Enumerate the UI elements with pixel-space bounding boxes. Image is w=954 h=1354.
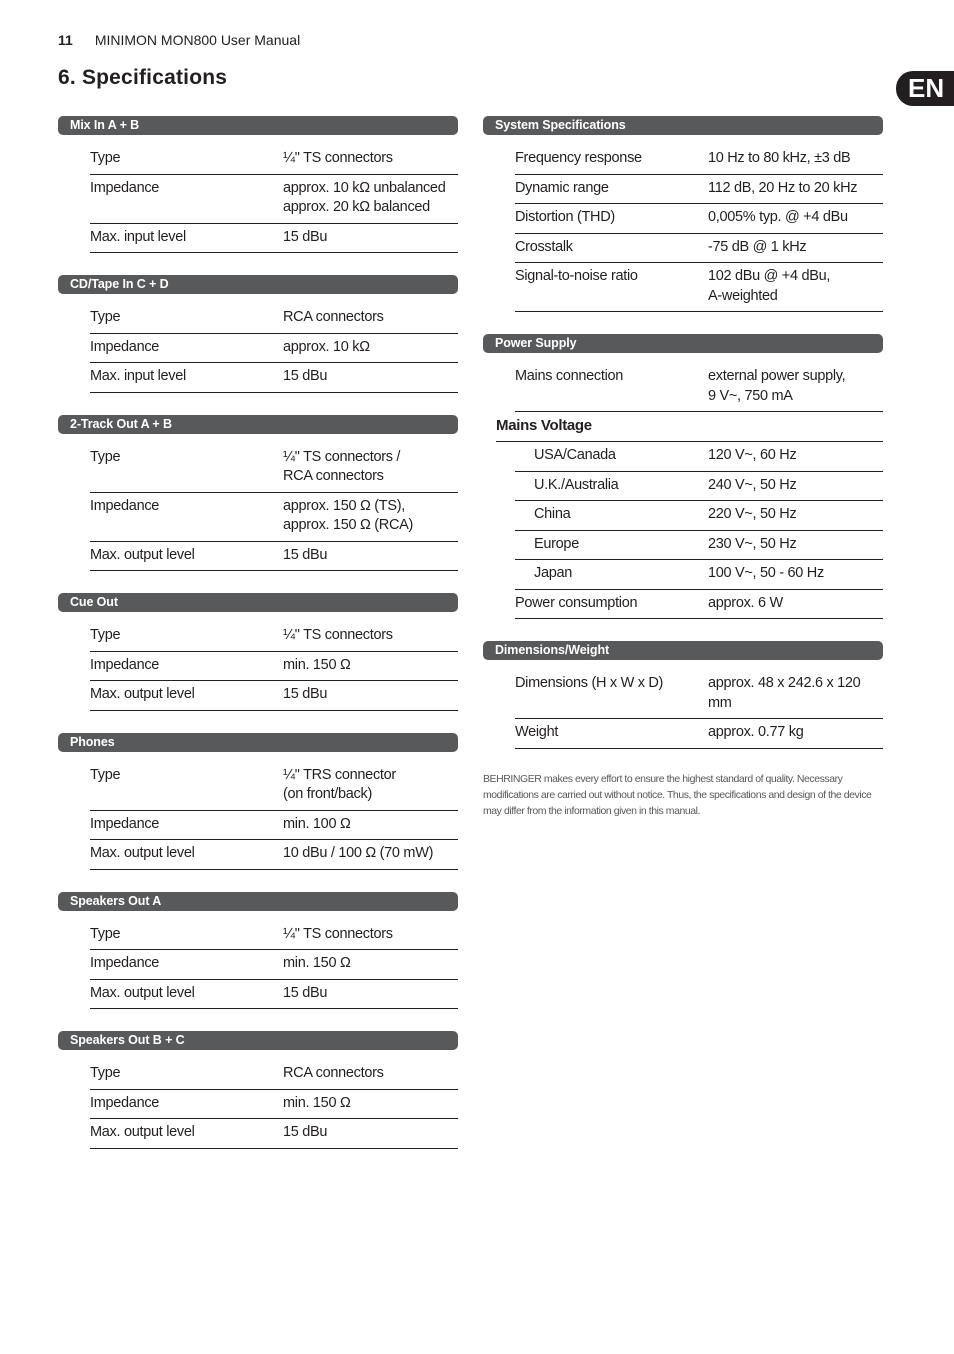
spec-row	[90, 363, 458, 393]
spec-value: 102 dBu @ +4 dBu, A-weighted	[708, 268, 831, 304]
spec-value: -75 dB @ 1 kHz	[708, 238, 807, 255]
spec-section-system	[483, 116, 883, 312]
language-tab: EN	[896, 71, 954, 106]
section-header: CD/Tape In C + D	[58, 275, 458, 294]
spec-section-cd-tape-in	[58, 275, 458, 393]
spec-value: approx. 10 kΩ	[283, 338, 370, 355]
spec-label: Type	[90, 150, 121, 166]
spec-value: 15 dBu	[283, 368, 328, 384]
spec-row	[515, 501, 883, 531]
spec-value: external power supply, 9 V~, 750 mA	[708, 368, 846, 404]
spec-value: 15 dBu	[283, 228, 328, 245]
spec-row	[515, 263, 883, 312]
page-number: 11	[58, 32, 73, 48]
spec-row	[90, 334, 458, 364]
spec-row	[90, 622, 458, 652]
spec-row	[90, 1090, 458, 1120]
spec-row	[515, 560, 883, 590]
spec-label: Impedance	[90, 656, 160, 673]
spec-row	[90, 542, 458, 572]
mains-voltage-heading: Mains Voltage	[496, 412, 883, 442]
spec-label: Impedance	[90, 179, 160, 196]
spec-row	[515, 145, 883, 175]
spec-value: min. 100 Ω	[283, 815, 351, 832]
spec-value: 0,005% typ. @ +4 dBu	[708, 209, 848, 225]
spec-row	[90, 921, 458, 951]
spec-row	[90, 681, 458, 711]
spec-row	[90, 762, 458, 811]
spec-label: Type	[90, 1065, 121, 1081]
section-header: Cue Out	[58, 593, 458, 612]
page-header	[58, 32, 300, 48]
spec-value: approx. 48 x 242.6 x 120 mm	[708, 675, 861, 711]
section-header: Phones	[58, 733, 458, 752]
spec-label: Mains connection	[515, 368, 624, 384]
spec-label: Type	[90, 627, 121, 643]
spec-value: 240 V~, 50 Hz	[708, 476, 797, 493]
spec-label: Max. output level	[90, 686, 195, 702]
right-column	[483, 116, 883, 819]
spec-label: Dynamic range	[515, 179, 609, 196]
spec-row	[515, 719, 883, 749]
section-header: Mix In A + B	[58, 116, 458, 135]
spec-value: approx. 6 W	[708, 594, 783, 611]
spec-value: min. 150 Ω	[283, 955, 351, 971]
spec-label: Impedance	[90, 955, 160, 971]
spec-value: 10 dBu / 100 Ω (70 mW)	[283, 845, 434, 861]
spec-label: Max. input level	[90, 228, 186, 245]
spec-label: Dimensions (H x W x D)	[515, 675, 664, 691]
spec-row	[515, 472, 883, 502]
spec-value: ¼" TS connectors	[283, 627, 393, 643]
manual-title: MINIMON MON800 User Manual	[94, 32, 301, 48]
section-header: System Specifications	[483, 116, 883, 135]
spec-value: approx. 150 Ω (TS), approx. 150 Ω (RCA)	[283, 497, 414, 533]
spec-row	[90, 811, 458, 841]
section-header: Speakers Out A	[58, 892, 458, 911]
spec-label: Max. input level	[90, 368, 186, 384]
spec-value: 15 dBu	[283, 984, 328, 1001]
spec-label: U.K./Australia	[534, 476, 619, 493]
spec-label: Crosstalk	[515, 238, 573, 255]
spec-section-dimensions-weight	[483, 641, 883, 749]
spec-value: 15 dBu	[283, 686, 328, 702]
spec-value: 15 dBu	[283, 1124, 328, 1140]
spec-row	[90, 950, 458, 980]
spec-value: 220 V~, 50 Hz	[708, 506, 797, 522]
spec-label: USA/Canada	[534, 447, 616, 463]
spec-row	[90, 304, 458, 334]
spec-row	[515, 204, 883, 234]
section-header: Power Supply	[483, 334, 883, 353]
spec-label: Impedance	[90, 815, 160, 832]
spec-label: Frequency response	[515, 150, 642, 166]
spec-row	[90, 1119, 458, 1149]
disclaimer-text: BEHRINGER makes every effort to ensure the highest standard of quality. Necessary modifications are carried out without notice. Thus, the specifications and design of the device may differ from the information given in this manual.	[483, 772, 872, 817]
spec-row	[90, 145, 458, 175]
spec-section-power-supply	[483, 334, 883, 619]
spec-row	[90, 444, 458, 493]
spec-value: 15 dBu	[283, 546, 328, 563]
spec-value: ¼" TS connectors	[283, 150, 393, 166]
spec-value: approx. 10 kΩ unbalanced approx. 20 kΩ balanced	[283, 179, 446, 215]
spec-label: Type	[90, 309, 121, 325]
page-title: 6. Specifications	[58, 66, 228, 89]
spec-section-speakers-out-b-c	[58, 1031, 458, 1149]
spec-label: Japan	[534, 565, 573, 581]
spec-value: approx. 0.77 kg	[708, 724, 804, 740]
spec-row	[515, 590, 883, 620]
spec-label: Impedance	[90, 497, 160, 514]
section-header: 2-Track Out A + B	[58, 415, 458, 434]
spec-row	[515, 442, 883, 472]
spec-section-2-track-out	[58, 415, 458, 572]
spec-row	[515, 175, 883, 205]
spec-label: Max. output level	[90, 1124, 195, 1140]
spec-value: 120 V~, 60 Hz	[708, 447, 797, 463]
spec-label: Max. output level	[90, 845, 195, 861]
spec-row	[515, 670, 883, 719]
spec-value: RCA connectors	[283, 1065, 384, 1081]
spec-label: Impedance	[90, 338, 160, 355]
section-header: Speakers Out B + C	[58, 1031, 458, 1050]
spec-row	[90, 840, 458, 870]
spec-section-cue-out	[58, 593, 458, 711]
spec-value: 230 V~, 50 Hz	[708, 535, 797, 552]
spec-value: min. 150 Ω	[283, 1094, 351, 1111]
spec-value: ¼" TS connectors / RCA connectors	[283, 448, 401, 484]
spec-label: Max. output level	[90, 984, 195, 1001]
left-column	[58, 116, 458, 1171]
spec-row	[515, 363, 883, 412]
spec-row	[90, 652, 458, 682]
spec-section-mix-in	[58, 116, 458, 253]
spec-label: Impedance	[90, 1094, 160, 1111]
spec-value: RCA connectors	[283, 309, 384, 325]
spec-value: 112 dB, 20 Hz to 20 kHz	[708, 179, 858, 196]
spec-value: min. 150 Ω	[283, 656, 351, 673]
spec-value: ¼" TS connectors	[283, 925, 393, 942]
spec-label: Signal-to-noise ratio	[515, 268, 638, 284]
spec-row	[90, 175, 458, 224]
spec-label: Type	[90, 448, 121, 465]
spec-row	[515, 531, 883, 561]
spec-value: 10 Hz to 80 kHz, ±3 dB	[708, 150, 851, 166]
spec-row	[90, 224, 458, 254]
section-header: Dimensions/Weight	[483, 641, 883, 660]
spec-row	[90, 493, 458, 542]
spec-label: Europe	[534, 535, 579, 552]
spec-label: Type	[90, 766, 121, 783]
spec-label: Power consumption	[515, 594, 638, 611]
spec-label: Max. output level	[90, 546, 195, 563]
spec-row	[515, 234, 883, 264]
spec-label: Distortion (THD)	[515, 209, 615, 225]
spec-row	[90, 980, 458, 1010]
spec-row	[90, 1060, 458, 1090]
spec-label: Type	[90, 925, 121, 942]
spec-section-phones	[58, 733, 458, 870]
spec-section-speakers-out-a	[58, 892, 458, 1010]
spec-label: Weight	[515, 724, 559, 740]
spec-label: China	[534, 506, 571, 522]
spec-value: 100 V~, 50 - 60 Hz	[708, 565, 824, 581]
spec-value: ¼" TRS connector (on front/back)	[283, 766, 396, 802]
